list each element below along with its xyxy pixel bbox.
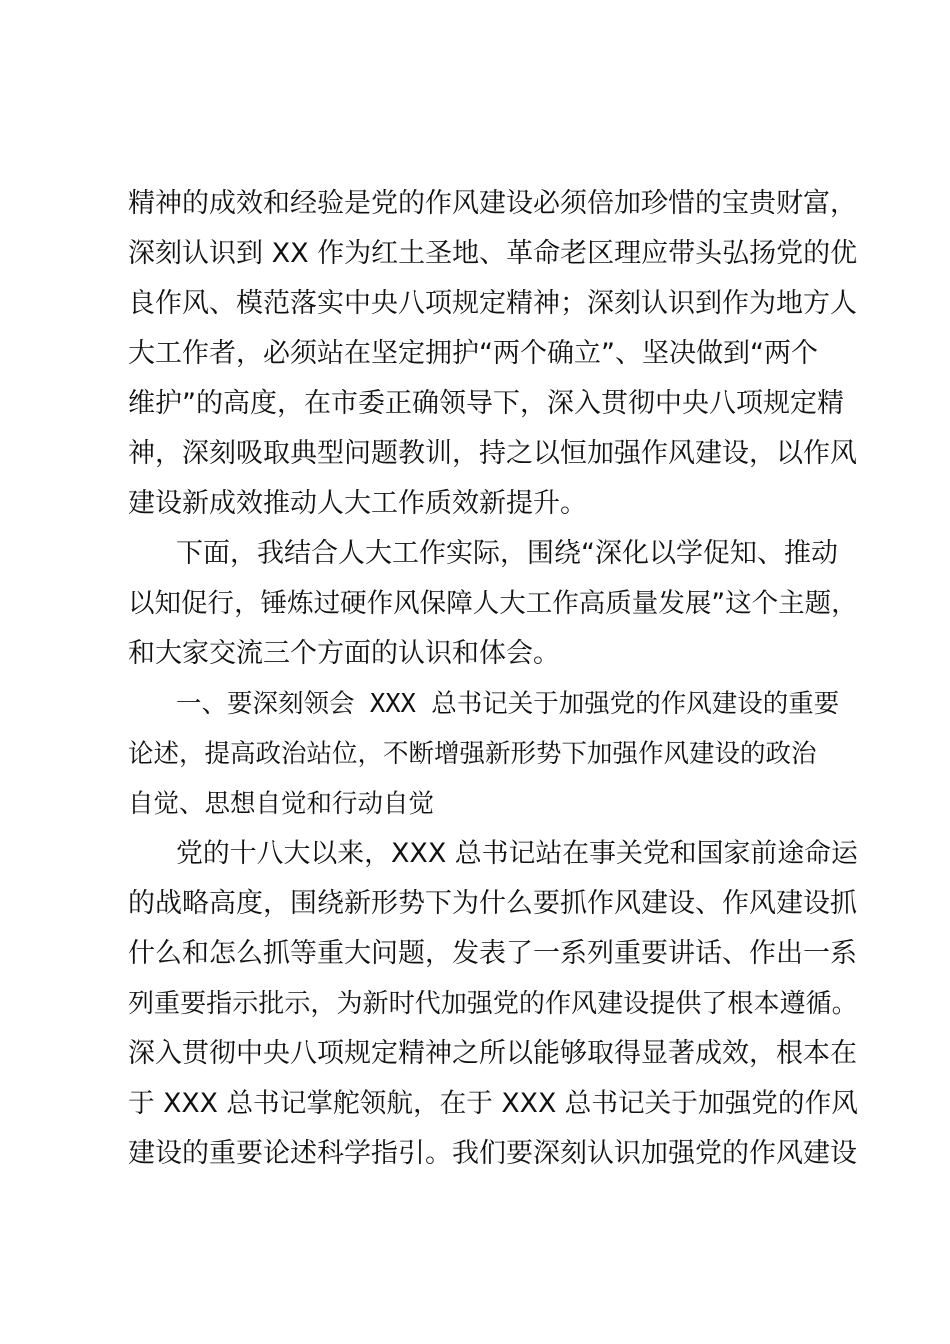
paragraph-first-line: 党的十八大以来，XXX 总书记站在事关党和国家前途命运 xyxy=(176,838,858,869)
text-line: 于 XXX 总书记掌舵领航，在于 XXX 总书记关于加强党的作风 xyxy=(128,1088,858,1119)
text-line: 良作风、模范落实中央八项规定精神；深刻认识到作为地方人 xyxy=(128,288,857,319)
text-line: 什么和怎么抓等重大问题，发表了一系列重要讲话、作出一系 xyxy=(128,938,857,969)
text-line: 以知促行，锤炼过硬作风保障人大工作高质量发展”这个主题， xyxy=(128,588,858,619)
text-line: 精神的成效和经验是党的作风建设必须倍加珍惜的宝贵财富， xyxy=(128,188,857,219)
section-heading-line: 论述，提高政治站位，不断增强新形势下加强作风建设的政治 xyxy=(128,739,817,769)
text-line: 的战略高度，围绕新形势下为什么要抓作风建设、作风建设抓 xyxy=(128,888,857,919)
text-line: 深刻认识到 XX 作为红土圣地、革命老区理应带头弘扬党的优 xyxy=(128,238,858,269)
section-heading: 一、要深刻领会 XXX 总书记关于加强党的作风建设的重要 xyxy=(176,689,840,719)
text-line: 和大家交流三个方面的认识和体会。 xyxy=(128,638,560,669)
text-line: 神，深刻吸取典型问题教训，持之以恒加强作风建设，以作风 xyxy=(128,438,857,469)
text-line: 深入贯彻中央八项规定精神之所以能够取得显著成效，根本在 xyxy=(128,1038,857,1069)
text-line: 大工作者，必须站在坚定拥护“两个确立”、坚决做到“两个 xyxy=(128,338,818,369)
text-line: 维护”的高度，在市委正确领导下，深入贯彻中央八项规定精 xyxy=(128,388,844,419)
text-line: 建设的重要论述科学指引。我们要深刻认识加强党的作风建设 xyxy=(128,1138,857,1169)
paragraph-first-line: 下面，我结合人大工作实际，围绕“深化以学促知、推动 xyxy=(176,538,838,569)
text-line: 列重要指示批示，为新时代加强党的作风建设提供了根本遵循。 xyxy=(128,989,858,1019)
section-heading-line: 自觉、思想自觉和行动自觉 xyxy=(128,789,435,819)
text-line: 建设新成效推动人大工作质效新提升。 xyxy=(128,488,587,519)
